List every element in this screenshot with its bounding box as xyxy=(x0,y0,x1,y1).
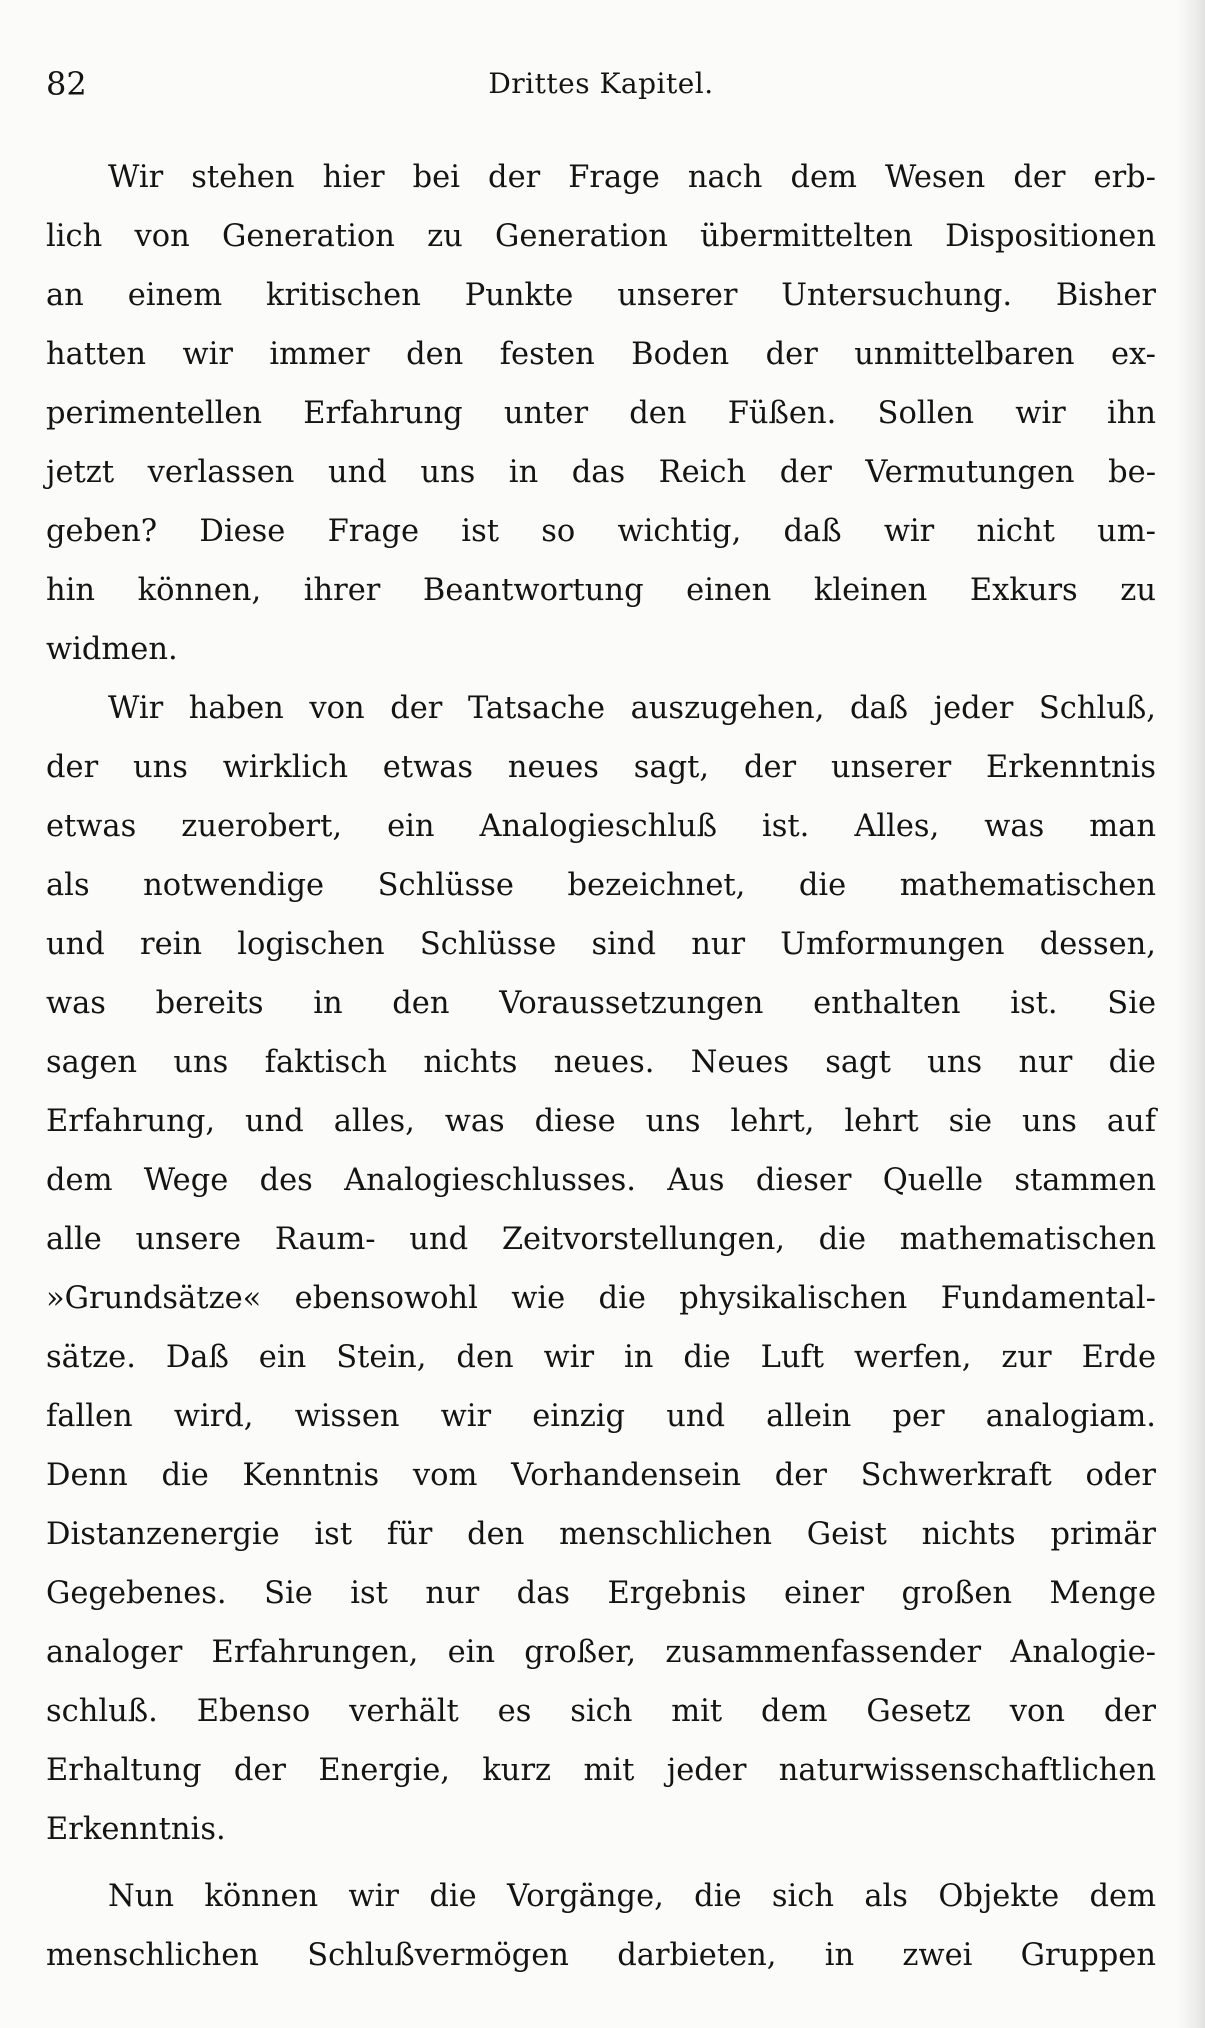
text-line: »Grundsätze« ebensowohl wie die physikalischen Fundamental- xyxy=(46,1281,1156,1316)
text-line: dem Wege des Analogieschlusses. Aus dieser Quelle stammen xyxy=(46,1163,1156,1198)
text-line: sagen uns faktisch nichts neues. Neues sagt uns nur die xyxy=(46,1045,1156,1080)
page-header xyxy=(46,58,1156,110)
text-line: lich von Generation zu Generation übermittelten Dispositionen xyxy=(46,219,1156,254)
text-line: schluß. Ebenso verhält es sich mit dem Gesetz von der xyxy=(46,1694,1156,1729)
text-line: Wir stehen hier bei der Frage nach dem Wesen der erb- xyxy=(108,160,1156,195)
text-line: Wir haben von der Tatsache auszugehen, daß jeder Schluß, xyxy=(108,691,1156,726)
text-line: analoger Erfahrungen, ein großer, zusammenfassender Analogie- xyxy=(46,1635,1156,1670)
text-line: sätze. Daß ein Stein, den wir in die Luft werfen, zur Erde xyxy=(46,1340,1156,1375)
text-line: hin können, ihrer Beantwortung einen kleinen Exkurs zu xyxy=(46,573,1156,608)
text-line: geben? Diese Frage ist so wichtig, daß wir nicht um- xyxy=(46,514,1156,549)
text-line: der uns wirklich etwas neues sagt, der unserer Erkenntnis xyxy=(46,750,1156,785)
text-line: menschlichen Schlußvermögen darbieten, in zwei Gruppen xyxy=(46,1938,1156,1973)
text-line: was bereits in den Voraussetzungen enthalten ist. Sie xyxy=(46,986,1156,1021)
text-line: Denn die Kenntnis vom Vorhandensein der Schwerkraft oder xyxy=(46,1458,1156,1493)
text-line: Distanzenergie ist für den menschlichen Geist nichts primär xyxy=(46,1517,1156,1552)
text-line: alle unsere Raum- und Zeitvorstellungen, die mathematischen xyxy=(46,1222,1156,1257)
text-line: Erkenntnis. xyxy=(46,1812,226,1847)
page-number: 82 xyxy=(46,65,87,103)
paragraph-2 xyxy=(46,679,1156,1859)
text-line: an einem kritischen Punkte unserer Untersuchung. Bisher xyxy=(46,278,1156,313)
text-line: und rein logischen Schlüsse sind nur Umformungen dessen, xyxy=(46,927,1156,962)
text-line: fallen wird, wissen wir einzig und allein per analogiam. xyxy=(46,1399,1156,1434)
text-line: als notwendige Schlüsse bezeichnet, die mathematischen xyxy=(46,868,1156,903)
body-text xyxy=(46,148,1156,1985)
text-line: hatten wir immer den festen Boden der unmittelbaren ex- xyxy=(46,337,1156,372)
paragraph-3 xyxy=(46,1867,1156,1985)
text-line: jetzt verlassen und uns in das Reich der Vermutungen be- xyxy=(46,455,1156,490)
page-edge-shadow xyxy=(1177,0,1205,2028)
text-line: etwas zuerobert, ein Analogieschluß ist. Alles, was man xyxy=(46,809,1156,844)
running-head: Drittes Kapitel. xyxy=(488,67,714,100)
text-line: perimentellen Erfahrung unter den Füßen. Sollen wir ihn xyxy=(46,396,1156,431)
paragraph-1 xyxy=(46,148,1156,679)
text-line: Gegebenes. Sie ist nur das Ergebnis einer großen Menge xyxy=(46,1576,1156,1611)
text-line: widmen. xyxy=(46,632,178,667)
text-line: Erfahrung, und alles, was diese uns lehrt, lehrt sie uns auf xyxy=(46,1104,1156,1139)
text-line: Erhaltung der Energie, kurz mit jeder naturwissenschaftlichen xyxy=(46,1753,1156,1788)
text-line: Nun können wir die Vorgänge, die sich als Objekte dem xyxy=(108,1879,1156,1914)
